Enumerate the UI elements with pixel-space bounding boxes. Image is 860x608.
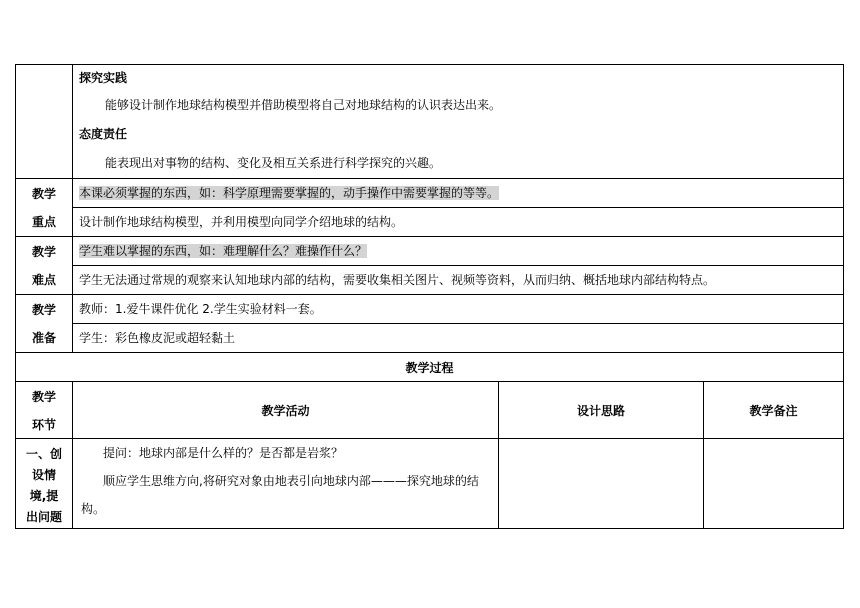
key-points-cell [73,179,844,237]
lesson-plan-table [15,64,844,529]
col-stage-header-2: 环节 [31,417,56,432]
difficult-points-label [16,237,73,295]
design-cell [499,439,704,529]
lesson-plan-document [15,64,843,529]
objectives-row [16,65,844,179]
key-points-label-2: 重点 [31,215,56,230]
difficult-points-label-2: 难点 [31,273,56,288]
objectives-cell [73,65,844,179]
stage-line: 境,提 [29,489,59,503]
process-header-row [16,382,844,439]
difficult-points-hint: 学生难以掌握的东西，如：难理解什么？难操作什么？ [79,244,368,258]
attitude-text: 能表现出对事物的结构、变化及相互关系进行科学探究的兴趣。 [105,156,442,170]
process-title: 教学过程 [16,353,844,382]
col-stage-header-1: 教学 [31,389,56,404]
difficult-points-cell [73,237,844,295]
inquiry-text: 能够设计制作地球结构模型并借助模型将自己对地球结构的认识表达出来。 [105,98,502,112]
process-title-row [16,353,844,382]
col-activity-header: 教学活动 [73,382,499,439]
process-row [16,439,844,529]
stage-line: 一、创 [25,447,62,461]
inquiry-heading: 探究实践 [79,71,128,85]
col-stage-header [16,382,73,439]
activity-guide: 顺应学生思维方向,将研究对象由地表引向地球内部———探究地球的结构。 [81,474,479,516]
col-notes-header: 教学备注 [704,382,844,439]
key-points-row [16,179,844,237]
key-points-hint: 本课必须掌握的东西，如：科学原理需要掌握的，动手操作中需要掌握的等等。 [79,186,500,200]
col-design-header: 设计思路 [499,382,704,439]
activity-cell [73,439,499,529]
stage-cell [16,439,73,529]
preparation-row [16,295,844,353]
attitude-heading: 态度责任 [79,127,128,141]
notes-cell [704,439,844,529]
difficult-points-content: 学生无法通过常规的观察来认知地球内部的结构，需要收集相关图片、视频等资料，从而归纳、概括地球内部结构特点。 [73,265,843,294]
stage-line: 设情 [31,468,56,482]
key-points-label-1: 教学 [31,186,56,201]
key-points-content: 设计制作地球结构模型，并利用模型向同学介绍地球的结构。 [73,207,843,236]
preparation-label-2: 准备 [31,331,56,346]
difficult-points-label-1: 教学 [31,244,56,259]
difficult-points-row [16,237,844,295]
stage-line: 出问题 [25,510,62,524]
preparation-label-1: 教学 [31,302,56,317]
preparation-label [16,295,73,353]
preparation-cell [73,295,844,353]
key-points-label [16,179,73,237]
activity-question: 提问：地球内部是什么样的？是否都是岩浆？ [103,446,344,460]
preparation-student: 学生：彩色橡皮泥或超轻黏土 [73,323,843,352]
objectives-label-cell [16,65,73,179]
preparation-teacher: 教师：1.爱牛课件优化 2.学生实验材料一套。 [79,302,322,316]
